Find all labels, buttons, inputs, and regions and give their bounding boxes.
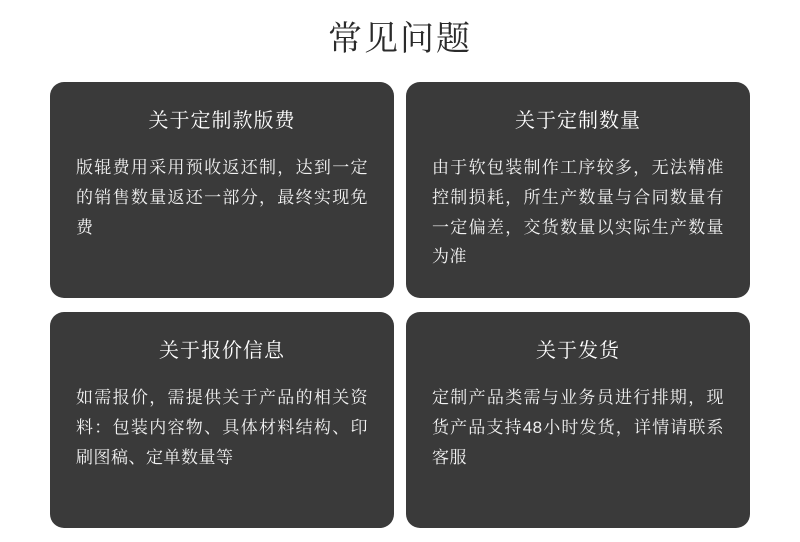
page-title: 常见问题 [328,20,472,58]
faq-card-custom-quantity [406,82,750,298]
faq-card-quotation-info [50,312,394,528]
faq-card-shipping [406,312,750,528]
faq-card-body: 版辊费用采用预收返还制，达到一定的销售数量返还一部分，最终实现免费 [76,158,368,237]
faq-card-body: 由于软包装制作工序较多，无法精准控制损耗，所生产数量与合同数量有一定偏差，交货数量以实际生产数量为准 [432,158,724,267]
faq-card-custom-plate-fee [50,82,394,298]
faq-card-grid [50,82,750,528]
faq-card-title: 关于定制款版费 [148,110,296,132]
faq-card-title: 关于报价信息 [159,340,285,362]
faq-card-title: 关于发货 [536,340,620,362]
faq-card-body: 如需报价，需提供关于产品的相关资料：包装内容物、具体材料结构、印刷图稿、定单数量等 [76,388,368,467]
faq-card-title: 关于定制数量 [515,110,641,132]
faq-card-body: 定制产品类需与业务员进行排期，现货产品支持48小时发货，详情请联系客服 [432,388,724,467]
